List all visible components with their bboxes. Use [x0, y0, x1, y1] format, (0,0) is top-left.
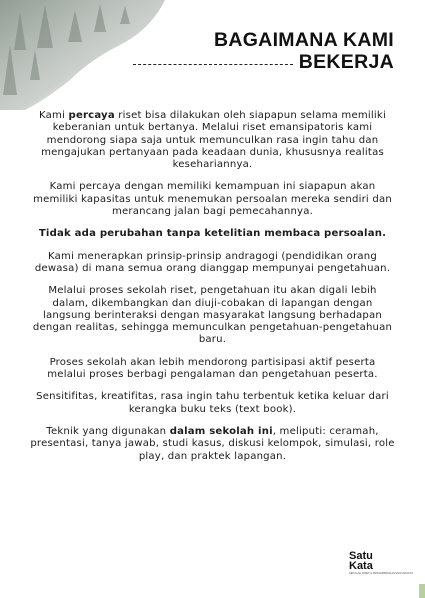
- logo-word-2: Kata: [349, 560, 373, 572]
- paragraph-7: Sensitifitas, kreatifitas, rasa ingin tahu terbentuk ketika keluar dari kerangka buku teks (text book).: [36, 391, 389, 415]
- logo-word-1: Satu: [349, 550, 373, 562]
- paragraph-8-text-end: , meliputi: ceramah, presentasi, tanya jawab, studi kasus, diskusi kelompok, simulasi, role play, dan praktek lapangan.: [30, 425, 395, 462]
- paragraph-8-text: Teknik yang digunakan: [46, 425, 170, 437]
- paragraph-5: Melalui proses sekolah riset, pengetahuan itu akan digali lebih dalam, dikembangkan dan diuji-cobakan di lapangan dengan langsung berinteraksi dengan masyarakat langsung berhadapan dengan realitas, sehingga memunculkan pengetahuan-pengetahuan baru.: [32, 285, 393, 346]
- paragraph-8: [30, 426, 395, 463]
- paragraph-1-text: Kami: [39, 110, 69, 121]
- paragraph-6: Proses sekolah akan lebih mendorong partisipasi aktif peserta melalui proses berbagi pengalaman dan pengetahuan peserta.: [47, 356, 378, 381]
- paragraph-1: [30, 110, 395, 171]
- paragraph-1-text-end: riset bisa dilakukan oleh siapapun selama memiliki keberanian untuk bertanya. Melalui riset emansipatoris kami mendorong siapa saja untuk memunculkan rasa ingin tahu dan mengajukan pertanyaan pada keadaan dunia, khususnya realitas kesehariannya.: [41, 110, 386, 171]
- page-title-line1: BAGAIMANA KAMI: [213, 29, 394, 51]
- logo-tagline: SEKOLAH RISET & PENGEMBANGAN MASYARAKAT: [349, 572, 413, 575]
- page-title-line2: BEKERJA: [298, 51, 394, 73]
- paragraph-4: Kami menerapkan prinsip-prinsip andragogi (pendidikan orang dewasa) di mana semua orang dianggap mempunyai pengetahuan.: [34, 250, 391, 274]
- dashed-rule: [133, 64, 293, 65]
- paragraph-8-bold: dalam sekolah ini: [169, 425, 273, 437]
- body-text: [30, 110, 395, 473]
- satukata-logo: [349, 550, 413, 576]
- paragraph-2: Kami percaya dengan memiliki kemampuan ini siapapun akan memiliki kapasitas untuk menemukan persoalan mereka sendiri dan merancang jalan bagi pemecahannya.: [33, 181, 392, 218]
- corner-accent: [419, 584, 425, 598]
- paragraph-3-text: Tidak ada perubahan tanpa ketelitian membaca persoalan.: [38, 228, 387, 240]
- page-title: [133, 29, 394, 73]
- paragraph-1-bold: percaya: [68, 110, 115, 121]
- paragraph-3-bold: [30, 228, 395, 240]
